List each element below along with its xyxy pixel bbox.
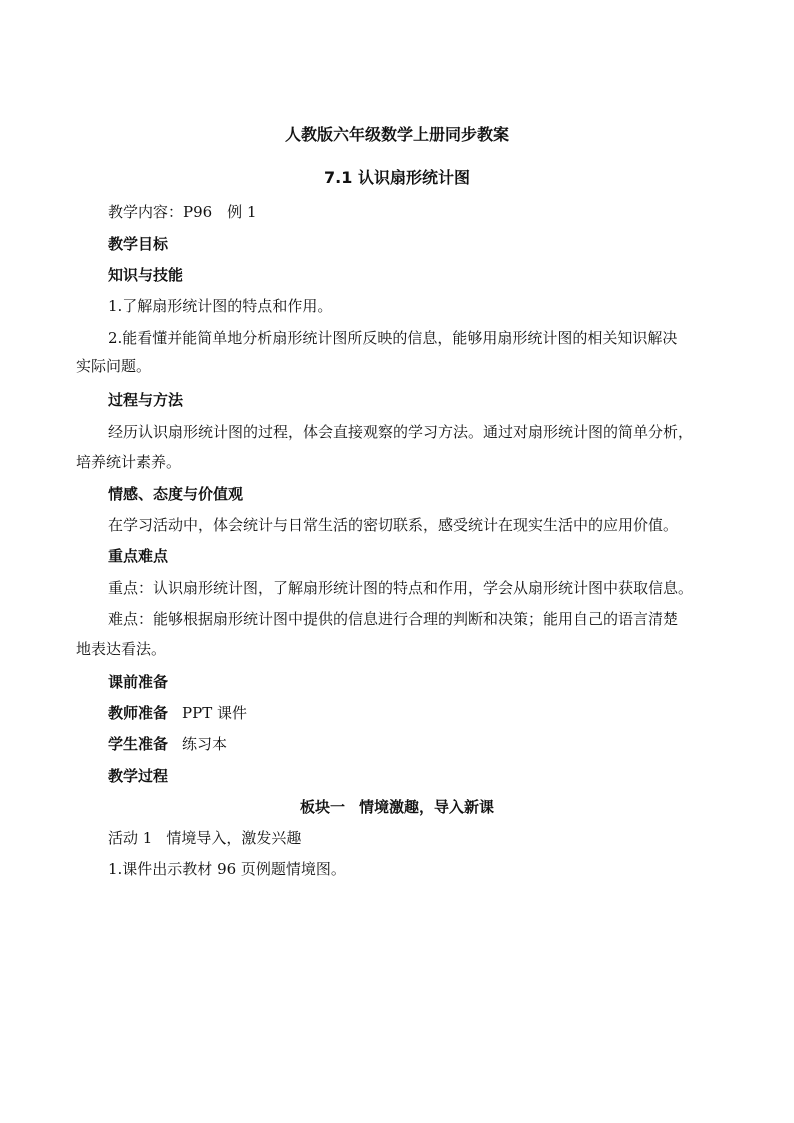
process-heading: 过程与方法 [108, 391, 184, 409]
block-heading-title: 情境激趣，导入新课 [359, 798, 495, 816]
prep-heading: 课前准备 [108, 673, 169, 691]
block-heading [0, 797, 794, 817]
process-main-heading: 教学过程 [108, 767, 169, 785]
block-heading-label: 板块一 [299, 798, 345, 816]
process-text: 经历认识扇形统计图的过程，体会直接观察的学习方法。通过对扇形统计图的简单分析， [108, 423, 694, 441]
emotion-text: 在学习活动中，体会统计与日常生活的密切联系，感受统计在现实生活中的应用价值。 [108, 516, 679, 534]
knowledge-item-2-cont: 实际问题。 [76, 357, 152, 375]
teaching-content: 教学内容：P96 例 1 [108, 203, 257, 221]
teacher-prep-label: 教师准备 [108, 704, 169, 722]
knowledge-item-1: 1.了解扇形统计图的特点和作用。 [108, 297, 333, 315]
process-text-cont: 培养统计素养。 [76, 453, 182, 471]
key-points-heading: 重点难点 [108, 547, 169, 565]
difficulty-text: 难点：能够根据扇形统计图中提供的信息进行合理的判断和决策；能用自己的语言清楚 [108, 610, 679, 628]
student-prep [108, 734, 227, 754]
activity-1 [108, 828, 301, 848]
goals-heading: 教学目标 [108, 235, 169, 253]
activity-label: 活动 1 [108, 829, 153, 847]
document-title: 人教版六年级数学上册同步教案 [284, 125, 509, 144]
lesson-title: 7.1 认识扇形统计图 [324, 168, 470, 187]
knowledge-item-2: 2.能看懂并能简单地分析扇形统计图所反映的信息，能够用扇形统计图的相关知识解决 [108, 329, 678, 347]
activity-step-1: 1.课件出示教材 96 页例题情境图。 [108, 860, 346, 878]
difficulty-text-cont: 地表达看法。 [76, 640, 167, 658]
activity-title: 情境导入，激发兴趣 [166, 829, 302, 847]
student-prep-value: 练习本 [182, 735, 228, 753]
key-point-text: 重点：认识扇形统计图，了解扇形统计图的特点和作用，学会从扇形统计图中获取信息。 [108, 579, 694, 597]
student-prep-label: 学生准备 [108, 735, 169, 753]
emotion-heading: 情感、态度与价值观 [108, 485, 244, 503]
teacher-prep [108, 703, 247, 723]
teacher-prep-value: PPT 课件 [182, 704, 247, 722]
knowledge-heading: 知识与技能 [108, 266, 184, 284]
